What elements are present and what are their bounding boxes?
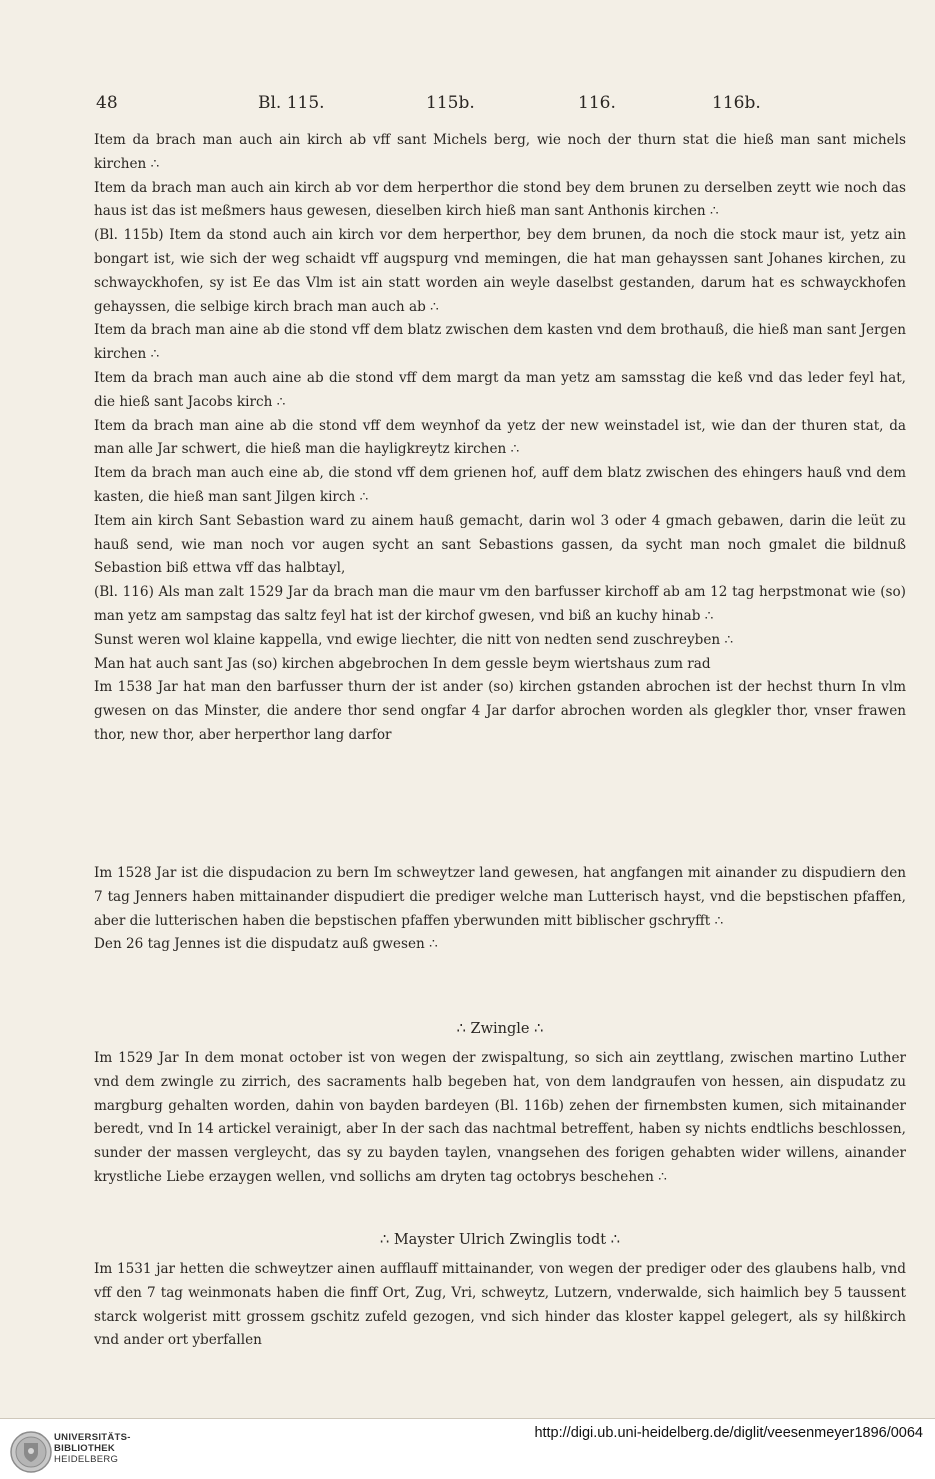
paragraph: Sunst weren wol klaine kappella, vnd ewige liechter, die nitt von nedten send zuschreyben ∴ [94, 631, 734, 648]
paragraph: Den 26 tag Jennes ist die dispudatz auß gwesen ∴ [94, 936, 438, 953]
section-zwingle [94, 1047, 906, 1190]
university-seal-icon [8, 1429, 54, 1475]
paragraph: (Bl. 115b) Item da stond auch ain kirch vor dem herperthor, bey dem brunen, da noch die stock maur ist, yetz ain bongart ist, wie sich der weg schaidt vff augspurg vnd memingen, die hat man gehayssen sant Johanes kirchen, zu schwayckhofen, sy ist Ee das Vlm ist ain statt worden ain weyle daselbst gestanden, darum hat es schwayckhofen gehayssen, die selbige kirch brach man auch ab ∴ [94, 227, 906, 315]
paragraph: Man hat auch sant Jas (so) kirchen abgebrochen In dem gessle beym wiertshaus zum rad [94, 655, 711, 672]
paragraph: Item da brach man auch ain kirch ab vff sant Michels berg, wie noch der thurn stat die hieß man sant michels kirchen ∴ [94, 132, 906, 172]
folio-reference: Bl. 115. [258, 93, 325, 113]
paragraph: Im 1528 Jar ist die dispudacion zu bern Im schweytzer land gewesen, hat angfangen mit ainander zu dispudiern den 7 tag Jenners haben mittainander dispudiert die prediger welche man Lutterisch hayst, vnd die bepstischen pfaffen, aber die lutterischen haben die bepstischen pfaffen yberwunden mitt biblischer gschryfft ∴ [94, 865, 906, 929]
paragraph: Item da brach man auch ain kirch ab vor dem herperthor die stond bey dem brunen zu derselben zeytt wie noch das haus ist das ist meßmers haus gewesen, dieselben kirch hieß man sant Anthonis kirchen ∴ [94, 179, 906, 220]
library-name: UNIVERSITÄTS- BIBLIOTHEK HEIDELBERG [54, 1432, 131, 1465]
paragraph: Item da brach man auch aine ab die stond vff dem margt da man yetz am samsstag die keß vnd das leder feyl hat, die hieß sant Jacobs kirch ∴ [94, 369, 906, 410]
paragraph: Im 1531 jar hetten die schweytzer ainen aufflauff mittainander, von wegen der prediger oder des glaubens halb, vnd vff den 7 tag weinmonats haben die finff Ort, Zug, Vri, schweytz, Lutzern, vnderwalde, sich haimlich bey 5 taussent starck wolgerist mitt grossem gschitz zufeld gezogen, vnd sich hinder das kloster kappel gelegert, als sy hilßkirch vnd ander ort yberfallen [94, 1261, 906, 1349]
paragraph: Item da brach man aine ab die stond vff dem blatz zwischen dem kasten vnd dem brothauß, die hieß man sant Jergen kirchen ∴ [94, 322, 906, 363]
page-header [0, 93, 935, 117]
paragraph: (Bl. 116) Als man zalt 1529 Jar da brach man die maur vm den barfusser kirchoff ab am 12 tag herpstmonat wie (so) man yetz am sampstag das saltz feyl hat ist der kirchof gwesen, vnd biß an kuchy hinab ∴ [94, 584, 906, 624]
paragraph: Item da brach man auch eine ab, die stond vff dem grienen hof, auff dem blatz zwischen des ehingers hauß vnd dem kasten, die hieß man sant Jilgen kirch ∴ [94, 465, 906, 505]
section-zwingli-death [94, 1258, 906, 1353]
source-url-link[interactable]: http://digi.ub.uni-heidelberg.de/diglit/veesenmeyer1896/0064 [534, 1425, 923, 1441]
paragraph: Im 1529 Jar In dem monat october ist von wegen der zwispaltung, so sich ain zeyttlang, zwischen martino Luther vnd dem zwingle zu zirrich, des sacraments halb begeben hat, von dem landgraufen von hessen, ain dispudatz zu margburg gehalten worden, dahin von bayden bardeyen (Bl. 116b) zehen der firnembsten kumen, sich mitainander beredt, vnd In 14 artickel verainigt, aber In der sach das nachtmal betreffent, haben sy nichts endtlichs beschlossen, sunder der massen vergleycht, das sy zu bayden taylen, vnangsehen des forigen gehabten wider willens, ainander krystliche Liebe erzaygen wellen, vnd sollichs am dryten tag octobrys beschehen ∴ [94, 1050, 906, 1185]
section-heading: ∴ Mayster Ulrich Zwinglis todt ∴ [380, 1232, 620, 1248]
section-heading: ∴ Zwingle ∴ [456, 1021, 544, 1037]
paragraph: Im 1538 Jar hat man den barfusser thurn der ist ander (so) kirchen gstanden abrochen ist der hechst thurn In vlm gwesen on das Minster, die andere thor send ongfar 4 Jar darfor abrochen worden als glegkler thor, vnser frawen thor, new thor, aber herperthor lang darfor [94, 679, 906, 743]
folio-reference: 116b. [712, 93, 761, 113]
paragraph: Item ain kirch Sant Sebastion ward zu ainem hauß gemacht, darin wol 3 oder 4 gmach gebawen, darin die leüt zu hauß send, wie man noch vor augen sycht an sant Sebastions gassen, da sycht man noch gmalet die bildnuß Sebastion biß ettwa vff das halbtayl, [94, 512, 906, 577]
section-churches [94, 129, 906, 748]
footer-bar [0, 1419, 935, 1479]
paragraph: Item da brach man aine ab die stond vff dem weynhof da yetz der new weinstadel ist, wie dan der thuren stat, da man alle Jar schwert, die hieß man die hayligkreytz kirchen ∴ [94, 417, 906, 458]
page-number: 48 [96, 93, 118, 113]
folio-reference: 115b. [426, 93, 475, 113]
folio-reference: 116. [578, 93, 616, 113]
section-disputation [94, 862, 906, 957]
